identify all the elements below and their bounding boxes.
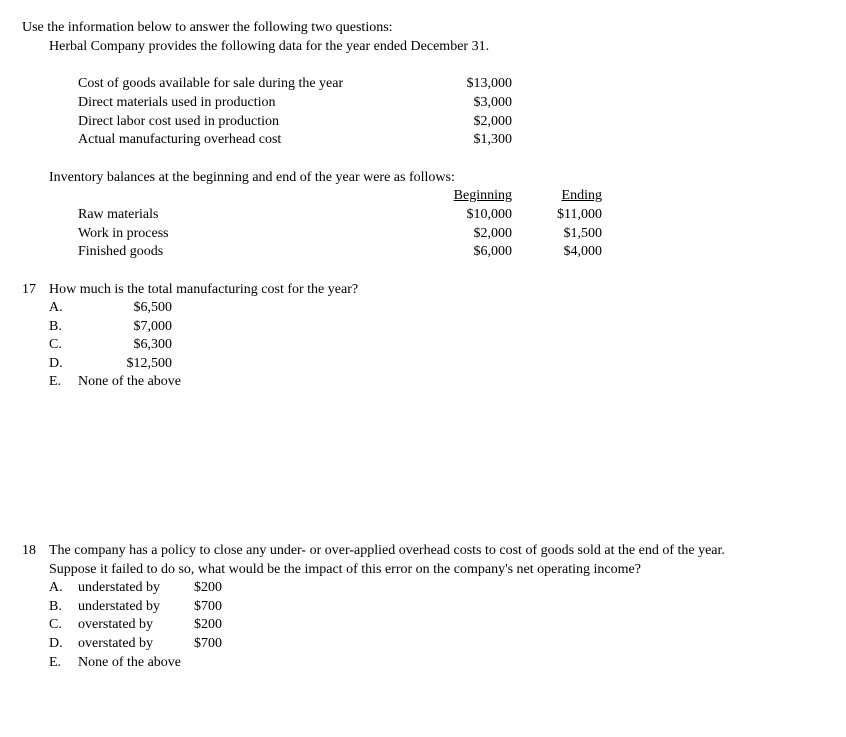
cost-value: $2,000 [473,114,512,129]
option-letter: C. [49,337,62,352]
cost-value: $13,000 [466,76,512,91]
header-ending: Ending [561,188,602,203]
option-letter: C. [49,617,62,632]
option-letter: B. [49,319,62,334]
header-beginning: Beginning [453,188,512,203]
inventory-label: Raw materials [78,207,159,222]
inventory-beginning: $10,000 [466,207,512,222]
inventory-label: Finished goods [78,244,164,259]
question-number: 18 [22,543,36,558]
inventory-ending: $1,500 [563,226,602,241]
option-letter: A. [49,300,63,315]
question-text: How much is the total manufacturing cost for the year? [49,282,359,297]
option-value: $12,500 [126,356,172,371]
cost-label: Direct labor cost used in production [78,114,280,129]
company-line: Herbal Company provides the following data for the year ended December 31. [49,39,490,54]
option-letter: B. [49,599,62,614]
option-value: $200 [194,580,222,595]
option-value: $700 [194,636,222,651]
option-text: overstated by [78,636,154,651]
inventory-intro: Inventory balances at the beginning and end of the year were as follows: [49,170,455,185]
question-text-line2: Suppose it failed to do so, what would be the impact of this error on the company's net operating income? [49,562,641,577]
option-letter: E. [49,374,62,389]
cost-label: Direct materials used in production [78,95,276,110]
option-text: understated by [78,599,161,614]
cost-label: Actual manufacturing overhead cost [78,132,282,147]
option-value: $6,500 [133,300,172,315]
cost-value: $3,000 [473,95,512,110]
inventory-ending: $4,000 [563,244,602,259]
intro-text: Use the information below to answer the following two questions: [22,20,393,35]
question-number: 17 [22,282,36,297]
cost-value: $1,300 [473,132,512,147]
inventory-beginning: $2,000 [473,226,512,241]
option-value: $7,000 [133,319,172,334]
cost-label: Cost of goods available for sale during the year [78,76,344,91]
option-value: $200 [194,617,222,632]
option-letter: D. [49,356,63,371]
option-value: $700 [194,599,222,614]
option-value: $6,300 [133,337,172,352]
question-text-line1: The company has a policy to close any under- or over-applied overhead costs to cost of goods sold at the end of the year. [49,543,725,558]
option-letter: A. [49,580,63,595]
option-text: overstated by [78,617,154,632]
inventory-ending: $11,000 [557,207,602,222]
option-text: understated by [78,580,161,595]
inventory-beginning: $6,000 [473,244,512,259]
option-letter: D. [49,636,63,651]
option-text: None of the above [78,655,182,670]
option-value: None of the above [78,374,182,389]
option-letter: E. [49,655,62,670]
inventory-label: Work in process [78,226,169,241]
